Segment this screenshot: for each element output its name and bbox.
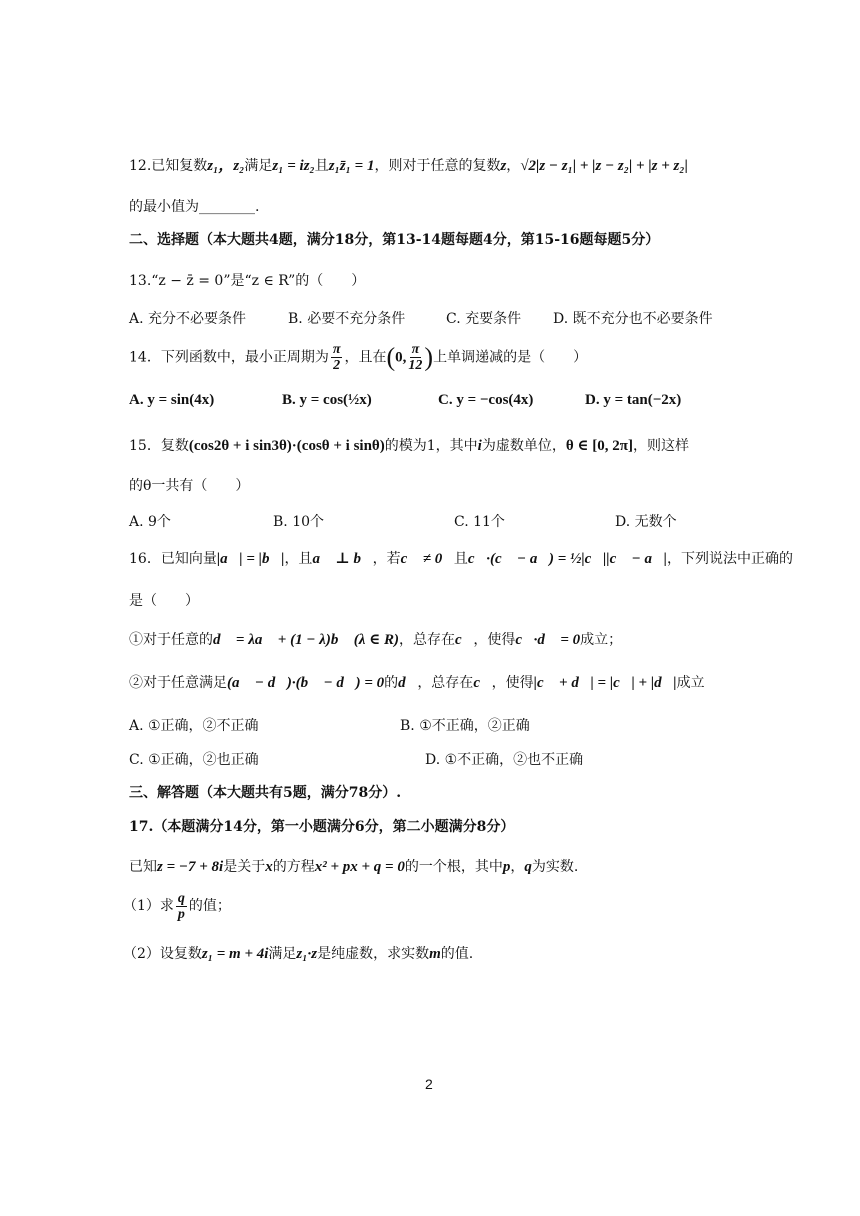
- q12-line1: 12.已知复数z₁，z₂满足z₁ = iz₂且z₁z̄₁ = 1，则对于任意的复数z，√2|z − z₁| + |z − z₂| + |z + z₂|: [129, 158, 688, 174]
- q17-separator: ，: [510, 859, 525, 875]
- q14-option-d: [585, 392, 681, 409]
- fraction-denominator: 12: [408, 358, 423, 373]
- section2-heading: 二、选择题（本大题共4题，满分18分，第13-14题每题4分，第15-16题每题5分）: [129, 232, 660, 248]
- page-number: 2: [425, 1076, 433, 1092]
- q15-text: ，则这样: [633, 438, 689, 454]
- q14-option-b-text: B. y = cos(½x): [282, 392, 372, 408]
- fraction-numerator: π: [411, 342, 420, 357]
- q17-text: 的值；: [188, 898, 231, 914]
- q14-interval-fraction: [408, 342, 422, 373]
- q14-text: 14．下列函数中，最小正周期为: [129, 349, 329, 366]
- q16-option-c: C. ①正确，②也正确: [129, 752, 259, 768]
- q16-statement2: [129, 673, 705, 693]
- q16-text: 且: [453, 551, 468, 567]
- q17-var-q: q: [524, 859, 532, 875]
- q14-text: 上单调递减的是（ ）: [433, 349, 588, 366]
- q14-interval-left: 0,: [395, 349, 407, 366]
- q17-text: （2）设复数: [123, 946, 202, 962]
- q16-vector-d: d⃗: [398, 675, 418, 691]
- q13-option-c: C. 充要条件: [446, 311, 522, 327]
- q17-root: z = −7 + 8i: [157, 859, 224, 875]
- q16-text: ②对于任意满足: [129, 675, 227, 691]
- q16-text: ，下列说法中正确的: [666, 551, 793, 567]
- q16-option-a: A. ①正确，②不正确: [129, 718, 259, 734]
- q16-text: 的: [384, 675, 399, 691]
- q15-option-a: A. 9个: [129, 514, 171, 530]
- q17-text: 的方程: [272, 859, 315, 875]
- q17-text: 满足: [268, 946, 297, 962]
- q14-option-c-text: C. y = −cos(4x): [438, 392, 534, 408]
- q13-stem: 13.“z − z̄ = 0”是“z ∈ R”的（ ）: [129, 273, 366, 289]
- q15-option-b: B. 10个: [273, 514, 325, 530]
- q15-line1: [129, 436, 689, 456]
- q15-text: 15．复数: [129, 438, 189, 454]
- q15-range: θ ∈ [0, 2π]: [565, 438, 633, 454]
- q15-text: 的模为1，其中: [384, 438, 478, 454]
- q16-vector-c: c⃗: [455, 632, 474, 648]
- q16-text: ①对于任意的: [129, 632, 213, 648]
- q17-stem: [129, 857, 578, 877]
- q16-equation2: c⃗·(c⃗ − a⃗) = ½|c⃗||c⃗ − a⃗|: [467, 551, 667, 567]
- q12-condition: z₁ = iz₂: [272, 158, 315, 174]
- fraction-numerator: π: [332, 342, 341, 357]
- q16-text: ，若: [372, 551, 401, 567]
- q15-line2: 的θ一共有（ ）: [129, 478, 250, 494]
- q17-text: 是纯虚数，求实数: [317, 946, 430, 962]
- q13-option-d: D. 既不充分也不必要条件: [553, 311, 713, 327]
- q14-option-b: [282, 392, 372, 409]
- q16-text: ，使得: [473, 632, 516, 648]
- q14-option-a: [129, 392, 214, 409]
- q17-text: （1）求: [123, 898, 174, 914]
- q16-s2-expression: (a⃗ − d⃗)·(b⃗ − d⃗) = 0: [227, 675, 385, 691]
- q16-line1: [129, 549, 793, 569]
- q13-option-a: A. 充分不必要条件: [129, 311, 247, 327]
- q16-text: ，总存在: [417, 675, 474, 691]
- q17-equation: x² + px + q = 0: [314, 859, 405, 875]
- q16-text: 成立；: [580, 632, 623, 648]
- q16-option-b: B. ①不正确，②正确: [400, 718, 530, 734]
- fraction-numerator: q: [177, 890, 185, 906]
- q15-option-c: C. 11个: [454, 514, 505, 530]
- q15-text: 为虚数单位，: [481, 438, 566, 454]
- q16-text: ，且: [284, 551, 313, 567]
- q15-option-d: D. 无数个: [615, 514, 677, 530]
- q17-part1: [123, 888, 231, 924]
- q13-option-b: B. 必要不充分条件: [288, 311, 406, 327]
- q16-nonzero: c⃗ ≠ 0⃗: [400, 551, 454, 567]
- q16-s1-expression: d⃗ = λa⃗ + (1 − λ)b⃗ (λ ∈ R): [213, 632, 399, 648]
- q17-text: 为实数.: [531, 859, 579, 875]
- q16-text: 16．已知向量: [129, 551, 217, 567]
- q17-z1: z₁ = m + 4i: [201, 946, 269, 962]
- q12-expression: √2|z − z₁| + |z − z₂| + |z + z₂|: [520, 158, 688, 174]
- section3-heading: 三、解答题（本大题共有5题，满分78分）.: [129, 785, 402, 801]
- q14-text: ，且在: [344, 349, 387, 366]
- q16-perpendicular: a⃗ ⊥ b⃗: [312, 551, 373, 567]
- q17-text: 的一个根，其中: [404, 859, 503, 875]
- q14-period-fraction: [331, 342, 343, 373]
- q17-fraction: [176, 891, 187, 922]
- q17-text: 是关于: [223, 859, 266, 875]
- q12-text: 12.已知复数: [129, 158, 208, 174]
- q16-line2: 是（ ）: [129, 593, 199, 609]
- q16-equation1: |a⃗| = |b⃗|: [216, 551, 285, 567]
- q17-var-m: m: [429, 946, 441, 962]
- q17-text: 的值.: [440, 946, 474, 962]
- q16-vector-c: c⃗: [473, 675, 492, 691]
- q16-text: 成立: [676, 675, 705, 691]
- q16-text: ，使得: [491, 675, 534, 691]
- q15-var-i: i: [477, 438, 482, 454]
- q16-s2-condition: |c⃗ + d⃗| = |c⃗| + |d⃗|: [533, 675, 677, 691]
- q12-vars: z₁，z₂: [207, 158, 245, 174]
- q14-option-c: [438, 392, 533, 409]
- q12-var-z: z: [500, 158, 507, 174]
- q12-text: 且: [314, 158, 329, 174]
- fraction-denominator: 2: [333, 358, 341, 373]
- q12-condition2: z₁z̄₁ = 1: [328, 158, 375, 174]
- q17-part2: [123, 944, 473, 964]
- q17-var-p: p: [502, 859, 511, 875]
- q14-stem: 14．下列函数中，最小正周期为 $\frac{\pi}{2}$ ，且在(0, $\frac{\pi}{12}$ )上单调递减的是（ ）: [129, 342, 588, 373]
- fraction-denominator: p: [177, 906, 185, 922]
- q16-s1-condition: c⃗·d⃗ = 0: [515, 632, 581, 648]
- q12-text: ，则对于任意的复数: [374, 158, 501, 174]
- q12-text: 满足: [244, 158, 273, 174]
- q17-var-x: x: [265, 859, 273, 875]
- q12-line2: 的最小值为________.: [129, 199, 260, 215]
- q16-statement1: [129, 630, 622, 650]
- q14-option-d-text: D. y = tan(−2x): [585, 392, 682, 408]
- q17-heading: 17.（本题满分14分，第一小题满分6分，第二小题满分8分）: [129, 819, 515, 835]
- q16-text: ，总存在: [399, 632, 455, 648]
- q14-option-a-text: A. y = sin(4x): [129, 392, 215, 408]
- q17-text: 已知: [129, 859, 157, 875]
- q15-expression: (cos2θ + i sin3θ)·(cosθ + i sinθ): [188, 438, 385, 454]
- q17-product: z₁·z: [296, 946, 318, 962]
- q16-option-d: D. ①不正确，②也不正确: [425, 752, 584, 768]
